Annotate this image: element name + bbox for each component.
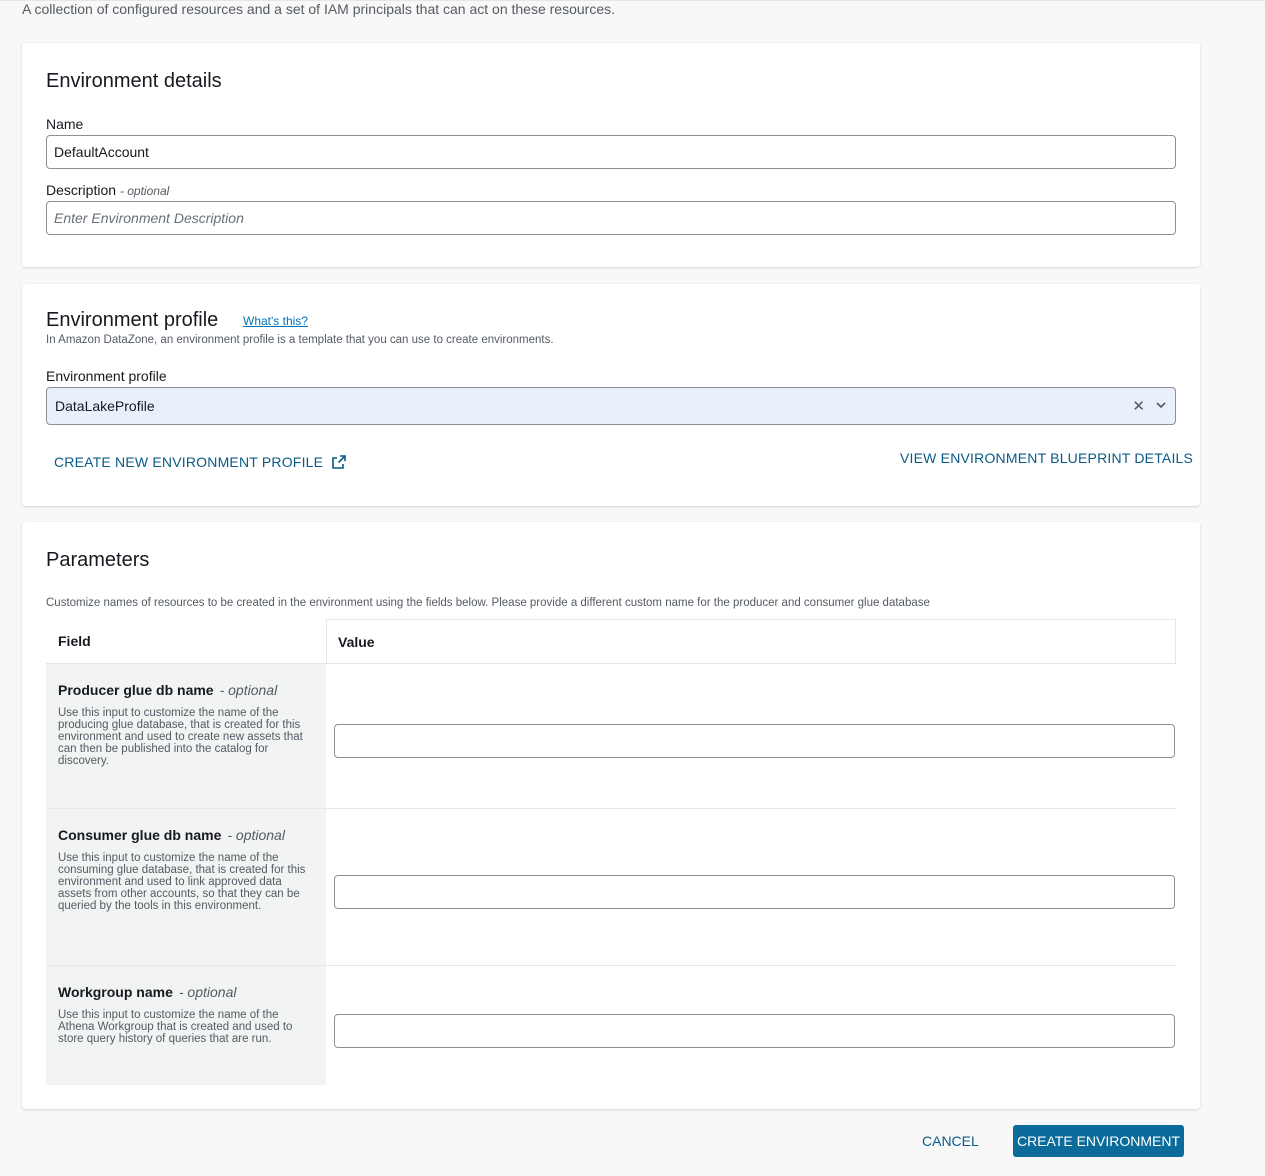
parameters-hint: Customize names of resources to be created in the environment using the fields below. Please provide a different custom name for the producer and consumer glue database — [46, 597, 930, 609]
consumer-glue-db-name-text: Consumer glue db name — [58, 827, 222, 843]
producer-glue-db-name-label — [58, 682, 277, 698]
create-new-environment-profile-label: CREATE NEW ENVIRONMENT PROFILE — [54, 454, 324, 470]
parameters-table — [46, 619, 1176, 1085]
description-input[interactable] — [46, 201, 1176, 235]
environment-profile-selected-value: DataLakeProfile — [55, 398, 155, 414]
name-input[interactable] — [46, 135, 1176, 169]
whats-this-link[interactable]: What's this? — [243, 314, 308, 328]
external-link-icon — [331, 454, 347, 470]
producer-glue-db-name-description: Use this input to customize the name of the producing glue database, that is created for this environment and used to create new assets that can then be published into the catalog for discovery. — [58, 707, 303, 767]
environment-profile-card — [22, 284, 1200, 506]
row-divider — [46, 808, 326, 809]
workgroup-name-text: Workgroup name — [58, 984, 173, 1000]
environment-profile-hint: In Amazon DataZone, an environment profile is a template that you can use to create environments. — [46, 334, 554, 346]
parameters-card — [22, 522, 1200, 1109]
environment-profile-select[interactable] — [46, 387, 1176, 425]
value-column-header-text: Value — [338, 634, 375, 650]
producer-optional-text: - optional — [219, 682, 278, 698]
field-column-header — [46, 619, 327, 663]
row-divider — [326, 965, 1176, 966]
chevron-down-icon[interactable] — [1155, 399, 1167, 411]
cancel-button[interactable]: CANCEL — [922, 1133, 979, 1149]
field-column-header-text: Field — [58, 633, 91, 649]
workgroup-name-label — [58, 984, 236, 1000]
row-divider — [326, 808, 1176, 809]
create-new-environment-profile-link[interactable] — [54, 454, 347, 470]
workgroup-name-description: Use this input to customize the name of the Athena Workgroup that is created and used to store query history of queries that are run. — [58, 1009, 293, 1045]
x-icon[interactable]: ✕ — [1132, 398, 1145, 415]
page-description: A collection of configured resources and a set of IAM principals that can act on these resources. — [22, 1, 615, 17]
row-divider — [46, 965, 326, 966]
workgroup-optional-text: - optional — [178, 984, 237, 1000]
description-label — [46, 182, 169, 198]
name-label: Name — [46, 116, 84, 132]
environment-profile-title: Environment profile — [46, 309, 219, 331]
producer-glue-db-name-input[interactable] — [334, 724, 1175, 758]
environment-profile-select-label: Environment profile — [46, 368, 167, 384]
environment-details-title: Environment details — [46, 70, 222, 92]
consumer-glue-db-name-label — [58, 827, 285, 843]
value-column-header — [326, 619, 1176, 663]
consumer-glue-db-name-description: Use this input to customize the name of the consuming glue database, that is created for this environment and used to link approved data assets from other accounts, so that they can be queried by the tools in this environment. — [58, 852, 306, 912]
description-label-text: Description — [46, 182, 117, 198]
producer-glue-db-name-text: Producer glue db name — [58, 682, 214, 698]
consumer-glue-db-name-input[interactable] — [334, 875, 1175, 909]
consumer-optional-text: - optional — [227, 827, 285, 843]
environment-details-card — [22, 43, 1200, 267]
view-environment-blueprint-details-link[interactable]: VIEW ENVIRONMENT BLUEPRINT DETAILS — [900, 450, 1194, 466]
parameters-title: Parameters — [46, 549, 150, 571]
description-optional-text: - optional — [119, 184, 170, 198]
create-environment-button[interactable]: CREATE ENVIRONMENT — [1013, 1125, 1184, 1157]
workgroup-name-input[interactable] — [334, 1014, 1175, 1048]
